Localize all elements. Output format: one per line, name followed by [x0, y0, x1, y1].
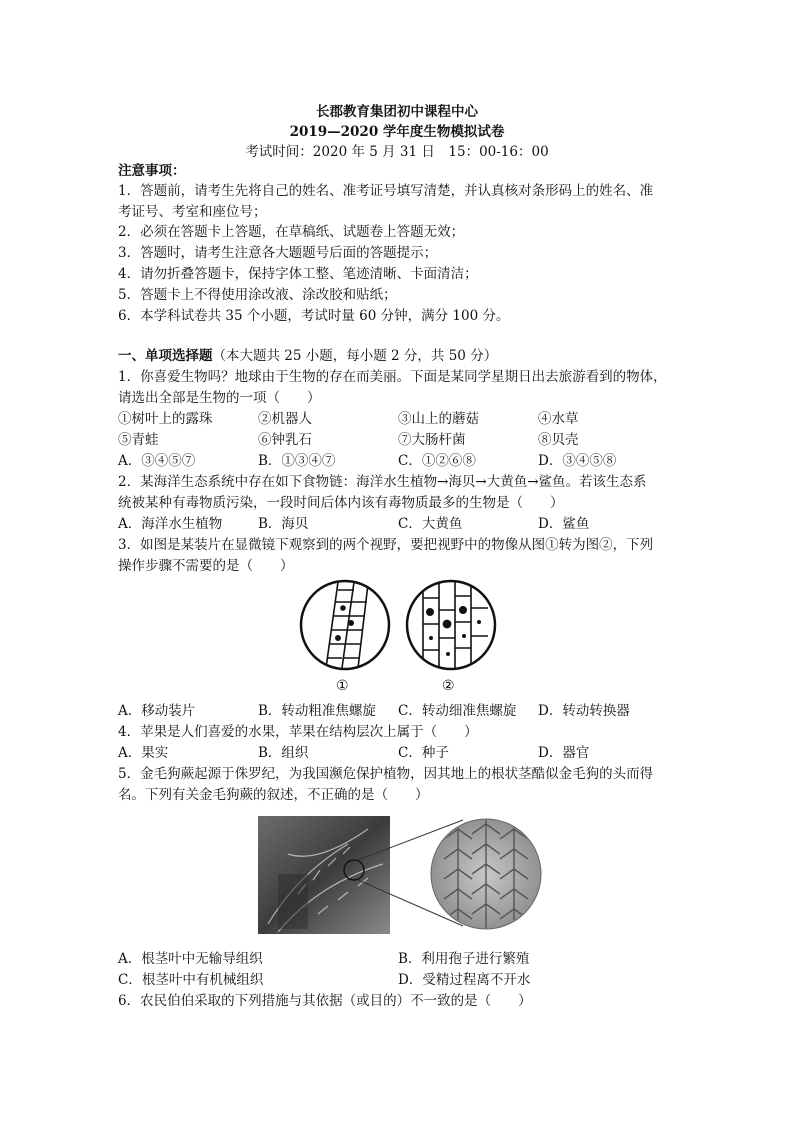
figure-label-1: ① — [336, 678, 349, 694]
q2-stem: 统被某种有毒物质污染，一段时间后体内该有毒物质最多的生物是（ ） — [118, 495, 564, 511]
notice-item: 5．答题卡上不得使用涂改液、涂改胶和贴纸； — [118, 287, 397, 303]
q1-item: ④水草 — [538, 411, 579, 427]
q1-stem: 1．你喜爱生物吗？地球由于生物的存在而美丽。下面是某同学星期日出去旅游看到的物体， — [118, 369, 667, 385]
fern-figure — [258, 814, 548, 936]
notice-item: 考证号、考室和座位号； — [118, 204, 267, 220]
q4-option-d: D．器官 — [538, 745, 590, 761]
microscope-views-figure — [298, 578, 508, 696]
q1-item: ③山上的蘑菇 — [398, 411, 479, 427]
q2-option-c: C．大黄鱼 — [398, 516, 463, 532]
q2-option-a: A．海洋水生植物 — [118, 516, 223, 532]
fern-leaf-closeup — [431, 819, 541, 934]
q5-option-b: B．利用孢子进行繁殖 — [398, 951, 530, 967]
notice-item: 2．必须在答题卡上答题，在草稿纸、试题卷上答题无效； — [118, 224, 465, 240]
q5-stem: 5．金毛狗蕨起源于侏罗纪，为我国濒危保护植物，因其地上的根状茎酷似金毛狗的头而得 — [118, 766, 654, 782]
section-heading-note: （本大题共 25 小题，每小题 2 分，共 50 分） — [212, 348, 498, 364]
exam-title: 2019—2020 学年度生物模拟试卷 — [289, 124, 505, 140]
q1-item: ⑧贝壳 — [538, 432, 579, 448]
notice-item: 1．答题前，请考生先将自己的姓名、准考证号填写清楚，并认真核对条形码上的姓名、准 — [118, 183, 654, 199]
q5-option-c: C．根茎叶中有机械组织 — [118, 972, 264, 988]
q3-stem: 3．如图是某装片在显微镜下观察到的两个视野，要把视野中的物像从图①转为图②，下列 — [118, 537, 654, 553]
figure-label-2: ② — [442, 678, 455, 694]
q5-option-d: D．受精过程离不开水 — [398, 972, 531, 988]
q1-option-b: B．①③④⑦ — [258, 453, 336, 469]
q4-stem: 4．苹果是人们喜爱的水果，苹果在结构层次上属于（ ） — [118, 724, 478, 740]
q3-option-d: D．转动转换器 — [538, 703, 630, 719]
q1-item: ①树叶上的露珠 — [118, 411, 213, 427]
q6-stem: 6．农民伯伯采取的下列措施与其依据（或目的）不一致的是（ ） — [118, 993, 532, 1009]
q4-option-b: B．组织 — [258, 745, 309, 761]
q4-option-c: C．种子 — [398, 745, 449, 761]
q5-stem: 名。下列有关金毛狗蕨的叙述，不正确的是（ ） — [118, 787, 429, 803]
fern-photo — [258, 816, 390, 934]
q2-stem: 2．某海洋生态系统中存在如下食物链：海洋水生植物→海贝→大黄鱼→鲨鱼。若该生态系 — [118, 474, 647, 490]
q1-item: ②机器人 — [258, 411, 312, 427]
q5-option-a: A．根茎叶中无输导组织 — [118, 951, 263, 967]
notice-item: 6．本学科试卷共 35 个小题，考试时量 60 分钟，满分 100 分。 — [118, 308, 510, 324]
q2-option-d: D．鲨鱼 — [538, 516, 590, 532]
q1-item: ⑥钟乳石 — [258, 432, 312, 448]
q3-option-a: A．移动装片 — [118, 703, 196, 719]
q1-item: ⑦大肠杆菌 — [398, 432, 466, 448]
q1-option-a: A．③④⑤⑦ — [118, 453, 196, 469]
q1-stem: 请选出全部是生物的一项（ ） — [118, 390, 321, 406]
exam-time: 考试时间：2020 年 5 月 31 日 15：00-16：00 — [245, 144, 549, 160]
q1-item: ⑤青蛙 — [118, 432, 159, 448]
section-heading — [118, 347, 497, 365]
notice-item: 4．请勿折叠答题卡，保持字体工整、笔迹清晰、卡面清洁； — [118, 266, 478, 282]
q2-option-b: B．海贝 — [258, 516, 309, 532]
q3-option-c: C．转动细准焦螺旋 — [398, 703, 517, 719]
q1-option-d: D．③④⑤⑧ — [538, 453, 617, 469]
microscope-view-2 — [407, 578, 495, 673]
q3-option-b: B．转动粗准焦螺旋 — [258, 703, 376, 719]
q4-option-a: A．果实 — [118, 745, 169, 761]
q1-option-c: C．①②⑥⑧ — [398, 453, 476, 469]
notice-item: 3．答题时，请考生注意各大题题号后面的答题提示； — [118, 245, 438, 261]
notice-heading: 注意事项： — [118, 163, 186, 179]
microscope-view-1 — [301, 581, 389, 669]
q3-stem: 操作步骤不需要的是（ ） — [118, 558, 294, 574]
section-heading-title: 一、单项选择题 — [118, 348, 213, 364]
org-title: 长郡教育集团初中课程中心 — [316, 104, 478, 120]
